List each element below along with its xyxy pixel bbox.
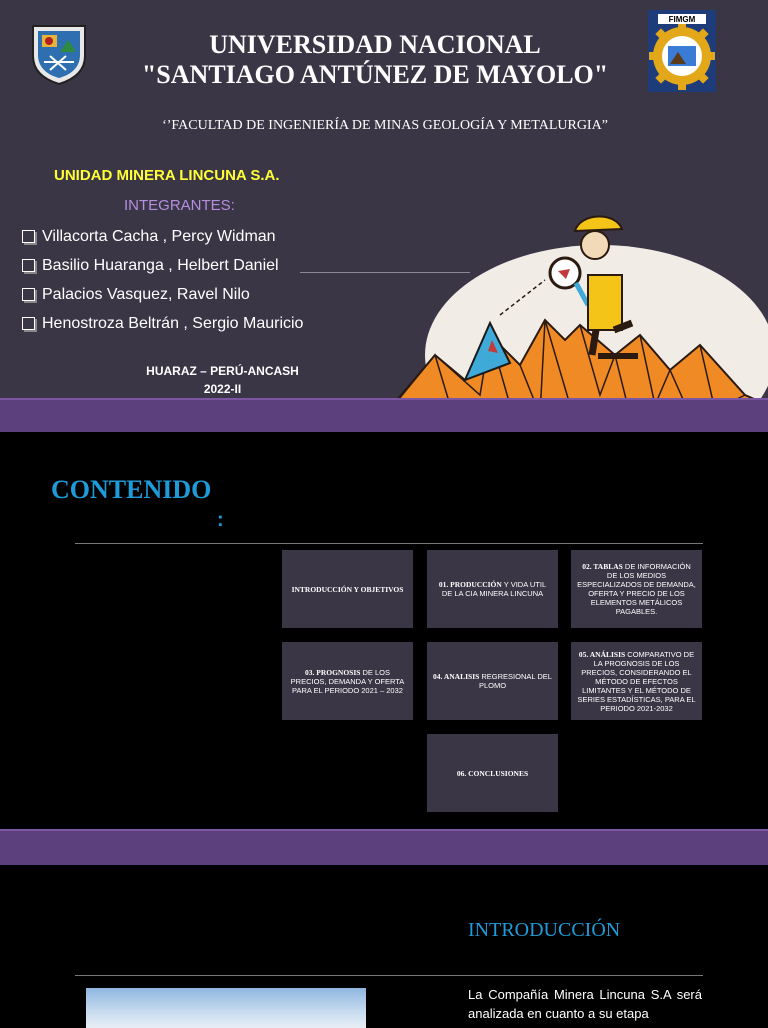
list-item	[22, 309, 303, 338]
checkbox-bullet-icon	[22, 317, 35, 330]
faculty-logo-text: FIMGM	[668, 15, 696, 24]
divider	[75, 543, 703, 544]
checkbox-bullet-icon	[22, 288, 35, 301]
contents-card-tables[interactable]	[571, 550, 702, 628]
landscape-photo	[86, 988, 366, 1028]
contents-card-prognosis[interactable]	[282, 642, 413, 720]
card-heading: INTRODUCCIÓN Y OBJETIVOS	[291, 584, 404, 594]
faculty-gear-logo	[648, 10, 716, 92]
contents-slide	[0, 433, 768, 865]
member-name: Villacorta Cacha , Percy Widman	[42, 227, 276, 245]
card-text: DE LOS PRECIOS, DEMANDA Y OFERTA PARA EL PERIODO 2021 – 2032	[290, 667, 405, 695]
contents-card-conclusions[interactable]	[427, 734, 558, 812]
introduction-slide	[0, 866, 768, 1024]
list-item	[22, 280, 303, 309]
divider	[75, 975, 703, 976]
card-text: REGRESIONAL DEL PLOMO	[478, 672, 552, 690]
university-line-1: UNIVERSIDAD NACIONAL	[209, 30, 541, 59]
introduction-title: INTRODUCCIÓN	[468, 919, 621, 941]
card-text: COMPARATIVO DE LA PROGNOSIS DE LOS PRECIOS, CONSIDERANDO EL MÉTODO DE EFECTOS LIMITANTES Y EL MÉTODO DE SERIES ESTADÍSTICAS, PARA EL PERIODO 2021-2032	[577, 649, 696, 713]
checkbox-bullet-icon	[22, 230, 35, 243]
card-text: DE INFORMACIÓN DE LOS MEDIOS ESPECIALIZADOS DE DEMANDA, OFERTA Y PRECIO DE LOS ELEMENTOS METÁLICOS PAGABLES.	[577, 562, 696, 616]
list-item	[22, 222, 303, 251]
card-heading: 01. PRODUCCIÓN	[438, 580, 502, 589]
contents-title: CONTENIDO	[51, 475, 212, 504]
member-name: Henostroza Beltrán , Sergio Mauricio	[42, 314, 304, 332]
contents-card-production[interactable]	[427, 550, 558, 628]
contents-colon: :	[217, 509, 224, 531]
slide-bottom-band	[0, 400, 768, 432]
slide-bottom-band	[0, 831, 768, 865]
member-name: Basilio Huaranga , Helbert Daniel	[42, 256, 279, 274]
checkbox-bullet-icon	[22, 259, 35, 272]
contents-card-intro[interactable]	[282, 550, 413, 628]
list-item	[22, 251, 303, 280]
card-text: Y VIDA UTIL DE LA CIA MINERA LINCUNA	[441, 580, 547, 598]
contents-card-analysis[interactable]	[571, 642, 702, 720]
period: 2022-II	[203, 382, 242, 396]
university-line-2: "SANTIAGO ANTÚNEZ DE MAYOLO"	[141, 60, 609, 89]
contents-card-regression[interactable]	[427, 642, 558, 720]
title-slide	[0, 0, 768, 432]
mining-unit-name: UNIDAD MINERA LINCUNA S.A.	[54, 167, 280, 184]
university-name	[100, 30, 650, 90]
university-shield-logo	[30, 22, 88, 86]
location-period	[130, 362, 315, 398]
card-heading: 06. CONCLUSIONES	[456, 768, 529, 778]
introduction-paragraph: La Compañía Minera Lincuna S.A será analizada en cuanto a su etapa	[468, 987, 702, 1021]
card-heading: 03. PROGNOSIS	[304, 667, 361, 677]
member-name: Palacios Vasquez, Ravel Nilo	[42, 285, 250, 303]
members-list	[22, 222, 303, 338]
members-title: INTEGRANTES:	[124, 197, 235, 214]
card-heading: 05. ANÁLISIS	[578, 649, 626, 659]
faculty-name: ‘’FACULTAD DE INGENIERÍA DE MINAS GEOLOGÍA Y METALURGIA”	[162, 118, 608, 133]
card-heading: 04. ANALISIS	[433, 672, 480, 681]
card-heading: 02. TABLAS	[582, 562, 623, 571]
location: HUARAZ – PERÚ-ANCASH	[146, 364, 299, 378]
